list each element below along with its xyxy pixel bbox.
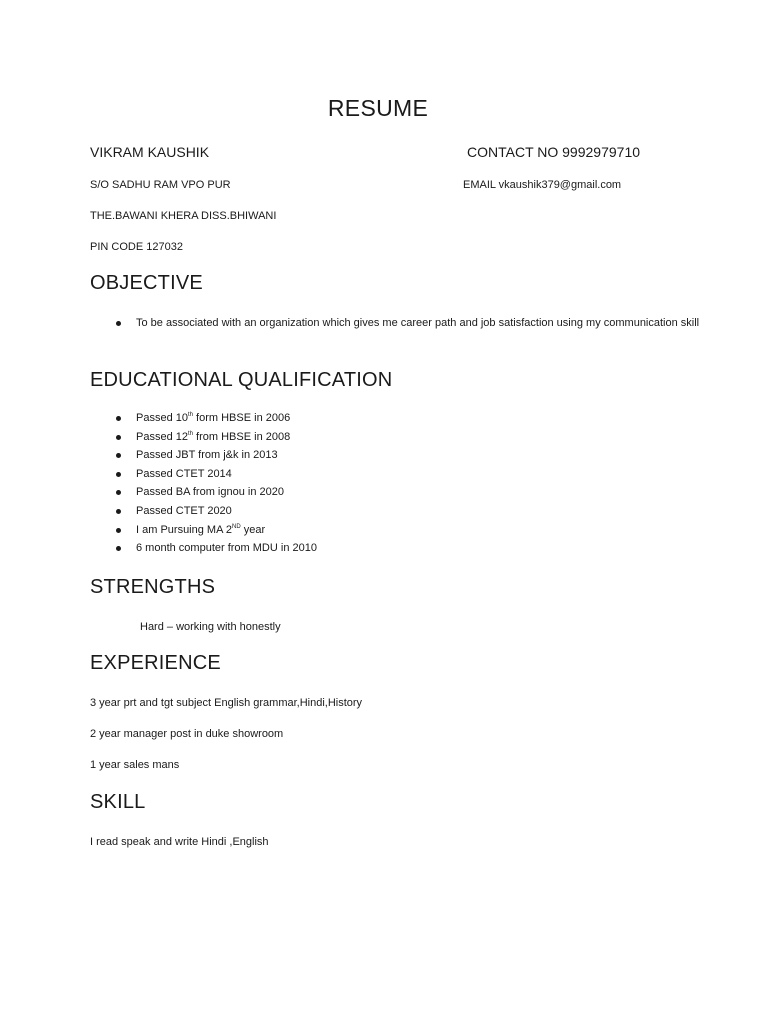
bullet-icon: [116, 435, 121, 440]
education-text: Passed JBT from j&k in 2013: [136, 449, 278, 462]
pin-code: PIN CODE 127032: [90, 241, 183, 253]
education-item: [90, 502, 317, 521]
education-item: [90, 539, 317, 558]
education-text-suffix: from HBSE in 2008: [193, 430, 291, 443]
address-line-1: S/O SADHU RAM VPO PUR: [90, 179, 231, 191]
bullet-icon: [116, 509, 121, 514]
skill-heading: SKILL: [90, 791, 146, 813]
strengths-heading: STRENGTHS: [90, 576, 216, 598]
education-text-suffix: year: [240, 523, 266, 536]
objective-heading: OBJECTIVE: [90, 272, 203, 294]
bullet-icon: [116, 472, 121, 477]
education-item: [90, 465, 317, 484]
education-text: Passed CTET 2014: [136, 467, 232, 480]
experience-item: 2 year manager post in duke showroom: [90, 728, 284, 740]
experience-item: 1 year sales mans: [90, 759, 180, 771]
experience-heading: EXPERIENCE: [90, 652, 221, 674]
bullet-icon: [116, 321, 121, 326]
bullet-icon: [116, 490, 121, 495]
education-heading: EDUCATIONAL QUALIFICATION: [90, 369, 393, 391]
education-text: Passed 12: [136, 430, 188, 443]
education-item: [90, 428, 317, 447]
address-line-2: THE.BAWANI KHERA DISS.BHIWANI: [90, 210, 277, 222]
objective-text: To be associated with an organization which gives me career path and job satisfaction using my communication skill: [136, 317, 700, 329]
education-superscript: ND: [232, 523, 241, 530]
strength-text: Hard – working with honestly: [140, 621, 281, 633]
objective-list: [90, 314, 700, 333]
bullet-icon: [116, 416, 121, 421]
education-text: Passed CTET 2020: [136, 504, 232, 517]
education-item: [90, 446, 317, 465]
education-text: I am Pursuing MA 2: [136, 523, 232, 536]
education-item: [90, 409, 317, 428]
education-superscript: th: [187, 430, 193, 437]
education-text: Passed BA from ignou in 2020: [136, 486, 284, 499]
education-item: [90, 521, 317, 540]
applicant-name: VIKRAM KAUSHIK: [90, 144, 210, 160]
education-list: [90, 409, 317, 558]
education-superscript: th: [187, 412, 193, 418]
bullet-icon: [116, 528, 121, 533]
education-text-suffix: form HBSE in 2006: [193, 412, 291, 424]
education-text: Passed 10: [136, 412, 188, 424]
experience-item: 3 year prt and tgt subject English grammar,Hindi,History: [90, 697, 363, 709]
bullet-icon: [116, 453, 121, 458]
education-item: [90, 483, 317, 502]
bullet-icon: [116, 546, 121, 551]
contact-number: CONTACT NO 9992979710: [467, 144, 641, 160]
page-title: RESUME: [327, 95, 429, 121]
email-address: EMAIL vkaushik379@gmail.com: [463, 179, 622, 191]
objective-item: [90, 314, 700, 333]
education-text: 6 month computer from MDU in 2010: [136, 542, 317, 555]
skill-text: I read speak and write Hindi ,English: [90, 836, 269, 848]
